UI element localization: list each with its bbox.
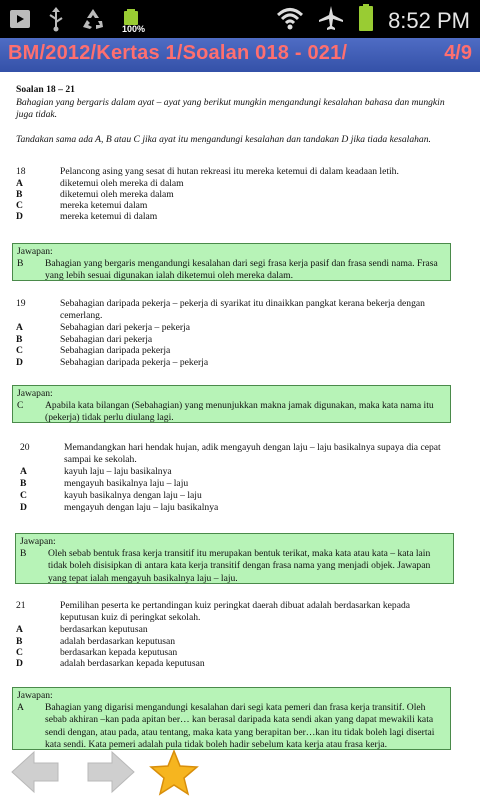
option-letter: C bbox=[16, 345, 23, 356]
airplane-mode-icon bbox=[318, 5, 344, 36]
arrow-right-icon bbox=[80, 750, 136, 794]
option-text: adalah berdasarkan kepada keputusan bbox=[60, 658, 205, 669]
question-number: 19 bbox=[16, 298, 26, 309]
recycle-icon bbox=[80, 7, 106, 36]
answer-letter: A bbox=[17, 702, 24, 714]
option-text: mengayuh basikalnya laju – laju bbox=[64, 478, 189, 489]
option-letter: D bbox=[20, 502, 27, 513]
option-letter: D bbox=[16, 357, 23, 368]
option-text: mengayuh dengan laju – laju basikalnya bbox=[64, 502, 219, 513]
instruction-1: Bahagian yang bergaris dalam ayat – ayat yang berikut mungkin mengandungi kesalahan bahasa dan mungkin juga tidak. bbox=[16, 97, 445, 121]
answer-label: Jawapan: bbox=[17, 690, 53, 701]
question-number: 20 bbox=[20, 442, 30, 453]
option-text: berdasarkan kepada keputusan bbox=[60, 647, 178, 658]
answer-explanation: Bahagian yang digarisi mengandungi kesalahan dari segi kata pemeri dan frasa kerja transitif. Oleh sebab akhiran –kan pada apitan ber… kan berasal daripada kata sendi akan yang dapat mewakili kata sendi dengan, atau pada, atau tentang, maka kata yang berapitan ber…kan itu tidak boleh lagi disertai kata sendi. Kata pemeri adalah pula tidak boleh hadir sebelum kata kerja atau frasa kerja. bbox=[45, 702, 435, 750]
option-text: kayuh basikalnya dengan laju – laju bbox=[64, 490, 202, 501]
option-letter: A bbox=[16, 178, 23, 189]
star-icon bbox=[148, 750, 200, 796]
answer-letter: B bbox=[17, 258, 24, 270]
bottom-nav bbox=[0, 750, 480, 800]
answer-explanation: Bahagian yang bergaris mengandungi kesalahan dari segi frasa kerja pasif dan frasa sendi nama. Frasa yang lebih sesuai digunakan ialah diketemui oleh mereka dalam. bbox=[45, 258, 438, 282]
question-text: Pemilihan peserta ke pertandingan kuiz peringkat daerah dibuat adalah berdasarkan kepada keputusan kuiz di peringkat sekolah. bbox=[60, 600, 411, 624]
answer-label: Jawapan: bbox=[17, 246, 53, 257]
answer-explanation: Oleh sebab bentuk frasa kerja transitif itu merupakan bentuk terikat, maka kata atau kata – kata lain tidak boleh disisipkan di antara kata kerja transitif dengan frasa nama yang menjadi objek. Jawapan yang tepat ialah mengayuh basikalnya laju – laju. bbox=[48, 548, 431, 584]
usb-icon bbox=[46, 6, 66, 37]
instruction-2: Tandakan sama ada A, B atau C jika ayat itu mengandungi kesalahan dan tandakan D jika tiada kesalahan. bbox=[16, 134, 431, 145]
option-letter: C bbox=[20, 490, 27, 501]
page-indicator: 4/9 bbox=[444, 42, 472, 64]
option-letter: C bbox=[16, 647, 23, 658]
answer-box bbox=[12, 385, 451, 423]
question-number: 21 bbox=[16, 600, 26, 611]
clock: 8:52 PM bbox=[388, 7, 470, 33]
arrow-left-icon bbox=[10, 750, 66, 794]
favorite-button[interactable] bbox=[148, 750, 200, 794]
question-text: Pelancong asing yang sesat di hutan rekreasi itu mereka ketemui di dalam keadaan letih. bbox=[60, 166, 399, 177]
answer-box bbox=[15, 533, 454, 584]
battery-full-icon bbox=[120, 9, 144, 35]
option-text: berdasarkan keputusan bbox=[60, 624, 148, 635]
option-text: diketemui oleh mereka dalam bbox=[60, 189, 174, 200]
option-text: adalah berdasarkan keputusan bbox=[60, 636, 176, 647]
answer-label: Jawapan: bbox=[17, 388, 53, 399]
answer-box bbox=[12, 687, 451, 750]
option-letter: A bbox=[16, 322, 23, 333]
answer-box bbox=[12, 243, 451, 281]
youtube-icon bbox=[8, 7, 32, 36]
option-text: kayuh laju – laju basikalnya bbox=[64, 466, 172, 477]
battery-percent: 100% bbox=[122, 23, 146, 34]
answer-explanation: Apabila kata bilangan (Sebahagian) yang menunjukkan makna jamak digunakan, maka kata nama itu (pekerja) tidak perlu diulang lagi. bbox=[45, 400, 434, 424]
option-text: Sebahagian daripada pekerja bbox=[60, 345, 171, 356]
option-text: Sebahagian dari pekerja bbox=[60, 334, 153, 345]
option-letter: A bbox=[20, 466, 27, 477]
title-bar bbox=[0, 38, 480, 72]
option-letter: B bbox=[16, 189, 23, 200]
question-text: Sebahagian daripada pekerja – pekerja di syarikat itu dinaikkan pangkat kerana bekerja dengan cemerlang. bbox=[60, 298, 425, 322]
wifi-icon bbox=[276, 5, 304, 36]
option-letter: D bbox=[16, 211, 23, 222]
answer-label: Jawapan: bbox=[20, 536, 56, 547]
section-title: Soalan 18 – 21 bbox=[16, 84, 75, 95]
answer-letter: C bbox=[17, 400, 24, 412]
question-text: Memandangkan hari hendak hujan, adik mengayuh dengan laju – laju basikalnya supaya dia cepat sampai ke sekolah. bbox=[64, 442, 441, 466]
document-content[interactable] bbox=[0, 72, 480, 750]
question-number: 18 bbox=[16, 166, 26, 177]
option-text: Sebahagian daripada pekerja – pekerja bbox=[60, 357, 209, 368]
option-letter: B bbox=[16, 636, 23, 647]
option-text: diketemui oleh mereka di dalam bbox=[60, 178, 184, 189]
next-page-button[interactable] bbox=[80, 750, 136, 794]
answer-letter: B bbox=[20, 548, 27, 560]
option-letter: D bbox=[16, 658, 23, 669]
option-text: Sebahagian dari pekerja – pekerja bbox=[60, 322, 190, 333]
status-bar bbox=[0, 0, 480, 38]
option-text: mereka ketemui dalam bbox=[60, 200, 148, 211]
option-text: mereka ketemui di dalam bbox=[60, 211, 158, 222]
option-letter: A bbox=[16, 624, 23, 635]
previous-page-button[interactable] bbox=[10, 750, 66, 794]
option-letter: C bbox=[16, 200, 23, 211]
page-title: BM/2012/Kertas 1/Soalan 018 - 021/ bbox=[8, 42, 348, 64]
option-letter: B bbox=[20, 478, 27, 489]
battery-icon bbox=[358, 4, 374, 37]
option-letter: B bbox=[16, 334, 23, 345]
